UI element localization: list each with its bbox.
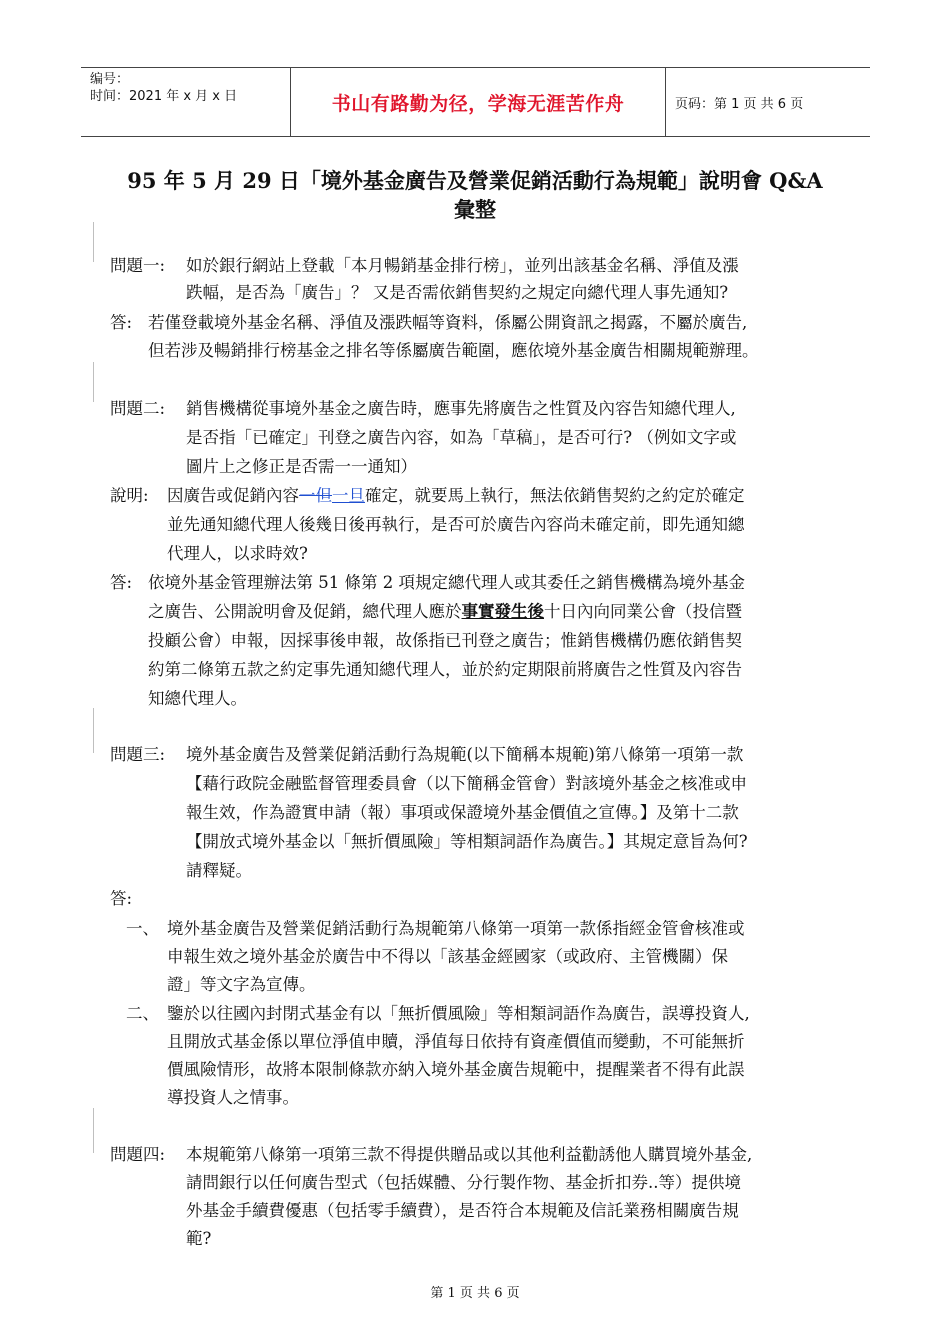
list-item-number: 一、 — [126, 919, 159, 938]
inserted-text: 一旦 — [332, 486, 365, 505]
answer-2-text: 知總代理人。 — [148, 689, 247, 708]
question-3-text: 境外基金廣告及營業促銷活動行為規範(以下簡稱本規範)第八條第一項第一款 — [186, 745, 744, 764]
document-title-line1: 95 年 5 月 29 日「境外基金廣告及營業促銷活動行為規範」說明會 Q&A — [127, 168, 823, 193]
answer-2-text — [148, 601, 742, 623]
document-header — [81, 67, 870, 137]
question-4-text: 請問銀行以任何廣告型式（包括媒體、分行製作物、基金折扣券..等）提供境 — [186, 1173, 741, 1192]
question-3-text: 報生效，作為證實申請（報）事項或保證境外基金價值之宣傳。】及第十二款 — [186, 803, 739, 822]
question-2-text: 圖片上之修正是否需一一通知） — [186, 457, 417, 476]
change-bar — [93, 708, 94, 753]
answer-text: 之廣告、公開說明會及促銷，總代理人應於 — [148, 602, 462, 621]
list-item-number: 二、 — [126, 1004, 159, 1023]
question-3-text: 【開放式境外基金以「無折價風險」等相類詞語作為廣告。】其規定意旨為何? — [186, 832, 748, 851]
note-text: 因廣告或促銷內容 — [167, 486, 299, 505]
answer-1-text: 但若涉及暢銷排行榜基金之排名等係屬廣告範圍，應依境外基金廣告相關規範辦理。 — [148, 341, 759, 360]
answer-1-text: 若僅登載境外基金名稱、淨值及漲跌幅等資料，係屬公開資訊之揭露，不屬於廣告, — [148, 313, 748, 332]
question-3-text: 請釋疑。 — [186, 861, 252, 880]
document-title-line2: 彙整 — [454, 197, 496, 222]
list-item-text: 境外基金廣告及營業促銷活動行為規範第八條第一項第一款係指經金管會核准或 — [167, 919, 745, 938]
header-motto: 书山有路勤为径，学海无涯苦作舟 — [291, 68, 666, 136]
change-bar — [93, 362, 94, 402]
answer-text: 十日內向同業公會（投信暨 — [544, 602, 742, 621]
question-4-text: 範? — [186, 1229, 212, 1248]
note-text: 確定，就要馬上執行，無法依銷售契約之約定於確定 — [365, 486, 745, 505]
question-3-text: 【藉行政院金融監督管理委員會（以下簡稱金管會）對該境外基金之核准或申 — [186, 774, 747, 793]
change-bar — [93, 1108, 94, 1153]
list-item-text: 申報生效之境外基金於廣告中不得以「該基金經國家（或政府、主管機關）保 — [167, 947, 728, 966]
answer-2-text: 約第二條第五款之約定事先通知總代理人，並於約定期限前將廣告之性質及內容告 — [148, 660, 742, 679]
note-2-label: 說明: — [110, 486, 149, 505]
question-1-text: 如於銀行網站上登載「本月暢銷基金排行榜」，並列出該基金名稱、淨值及漲 — [186, 256, 739, 275]
list-item-text: 價風險情形，故將本限制條款亦納入境外基金廣告規範中，提醒業者不得有此誤 — [167, 1060, 745, 1079]
page-footer: 第 1 页 共 6 页 — [430, 1286, 520, 1301]
deleted-text: 一但 — [299, 486, 332, 505]
header-meta — [81, 68, 291, 136]
question-2-text: 銷售機構從事境外基金之廣告時，應事先將廣告之性質及內容告知總代理人, — [186, 399, 736, 418]
change-bar — [93, 222, 94, 262]
answer-2-label: 答: — [110, 573, 133, 592]
list-item-text: 導投資人之情事。 — [167, 1088, 299, 1107]
header-page-info: 页码：第 1 页 共 6 页 — [675, 96, 804, 112]
question-2-label: 問題二: — [110, 399, 166, 418]
question-3-label: 問題三: — [110, 745, 166, 764]
emphasized-text: 事實發生後 — [461, 602, 544, 621]
list-item-text: 且開放式基金係以單位淨值申贖，淨值每日依持有資產價值而變動，不可能無折 — [167, 1032, 745, 1051]
question-2-text: 是否指「已確定」刊登之廣告內容，如為「草稿」，是否可行? （例如文字或 — [186, 428, 737, 447]
list-item-text: 證」等文字為宣傳。 — [167, 975, 316, 994]
answer-2-text: 投顧公會）申報，因採事後申報，故係指已刊登之廣告；惟銷售機構仍應依銷售契 — [148, 631, 742, 650]
answer-1-label: 答: — [110, 313, 133, 332]
answer-3-label: 答: — [110, 889, 133, 908]
list-item-text: 鑒於以往國內封閉式基金有以「無折價風險」等相類詞語作為廣告，誤導投資人, — [167, 1004, 750, 1023]
note-2-text: 並先通知總代理人後幾日後再執行，是否可於廣告內容尚未確定前，即先通知總 — [167, 515, 745, 534]
question-1-label: 問題一: — [110, 256, 166, 275]
question-4-text: 本規範第八條第一項第三款不得提供贈品或以其他利益勸誘他人購買境外基金, — [186, 1145, 753, 1164]
answer-2-text: 依境外基金管理辦法第 51 條第 2 項規定總代理人或其委任之銷售機構為境外基金 — [148, 573, 745, 592]
question-1-text: 跌幅，是否為「廣告」？ 又是否需依銷售契約之規定向總代理人事先通知? — [186, 283, 729, 302]
note-2-text: 代理人，以求時效? — [167, 544, 308, 563]
number-label: 编号： — [90, 72, 130, 87]
question-4-label: 問題四: — [110, 1145, 166, 1164]
time-label: 时间：2021 年 x 月 x 日 — [90, 89, 238, 104]
note-2-text — [167, 485, 745, 507]
question-4-text: 外基金手續費優惠（包括零手續費），是否符合本規範及信託業務相關廣告規 — [186, 1201, 739, 1220]
